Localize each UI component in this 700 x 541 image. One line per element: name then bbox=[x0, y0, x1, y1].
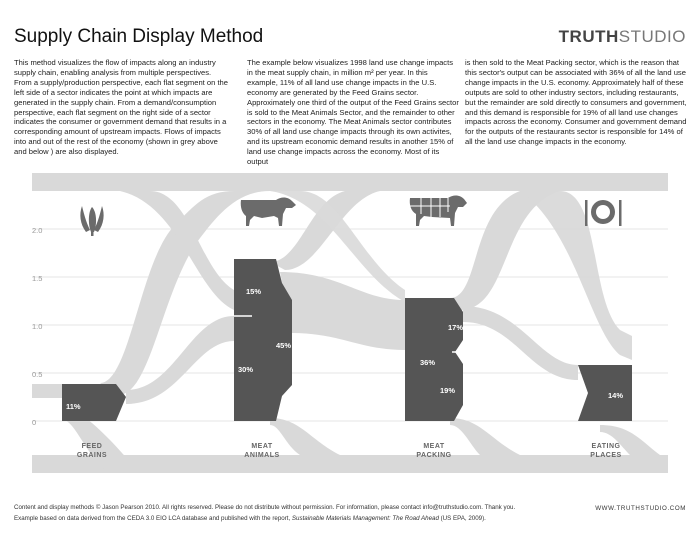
flow-meat-animals-to-bottom bbox=[270, 418, 340, 455]
y-tick-label: 1.0 bbox=[32, 322, 43, 331]
flow-economy-into-feed bbox=[32, 384, 62, 398]
sector-label: ANIMALS bbox=[244, 452, 280, 459]
source-note bbox=[14, 515, 486, 522]
y-tick-label: 2.0 bbox=[32, 226, 43, 235]
flows bbox=[32, 173, 668, 473]
sector-label: PLACES bbox=[590, 452, 622, 459]
sector-label: PACKING bbox=[416, 452, 452, 459]
flow-eating-places-to-bottom bbox=[600, 425, 660, 455]
flow-packing-to-eating-places bbox=[463, 306, 578, 380]
percent-label: 19% bbox=[440, 386, 456, 395]
y-tick-label: 0.5 bbox=[32, 370, 43, 379]
percent-label: 11% bbox=[66, 402, 81, 411]
website-link[interactable]: WWW.TRUTHSTUDIO.COM bbox=[595, 505, 686, 512]
source-prefix: Example based on data derived from the CEDA 3.0 EIO LCA database and published with the report, bbox=[14, 515, 292, 522]
sector-label: EATING bbox=[591, 443, 621, 450]
sector-label: GRAINS bbox=[76, 452, 108, 459]
plate-utensils-icon bbox=[585, 200, 622, 226]
sankey-diagram bbox=[0, 168, 700, 486]
source-suffix: (US EPA, 2009). bbox=[438, 515, 486, 522]
percent-label: 17% bbox=[448, 323, 464, 332]
percent-label: 36% bbox=[420, 358, 436, 367]
intro-paragraph-3: is then sold to the Meat Packing sector, which is the reason that this sector's output can be associated with 36% of all the land use change impacts in the U.S. economy. Approximately half of these outputs are sold to other industry sectors, including restaurants, but the remainder are sold directly to consumers and government, and this demand is responsible for 19% of all land use changes impacts across the economy. Consumer and government demand for the outputs of the restaurants sector is responsible for 14% of all the land use change impacts in the economy. bbox=[465, 58, 687, 147]
economy-band-top bbox=[32, 173, 668, 191]
flow-economy-into-eating-places bbox=[520, 191, 632, 360]
percent-label: 30% bbox=[238, 365, 254, 374]
intro-paragraph-1: This method visualizes the flow of impacts along an industry supply chain, enabling analysis from multiple perspectives. From a supply/production perspective, each flat segment on the left side of a sector indicates the point at which impacts are generated in the supply chain. From a demand/consumption perspective, each flat segment on the right side of a sector indicates the consumer or government demand that results in a corresponding amount of upstream impacts. Flows of impacts into and out of the rest of the economy (shown in grey above and below ) are also displayed. bbox=[14, 58, 229, 157]
percent-label: 14% bbox=[608, 391, 624, 400]
flow-packing-to-bottom bbox=[450, 418, 520, 455]
meat-cuts-icon bbox=[410, 195, 467, 226]
cow-icon bbox=[241, 197, 296, 226]
brand-logo bbox=[559, 27, 686, 47]
percent-label: 45% bbox=[276, 341, 292, 350]
sector-label: MEAT bbox=[423, 443, 445, 450]
source-title: Sustainable Materials Management: The Road Ahead bbox=[291, 515, 439, 522]
sector-label: FEED bbox=[81, 443, 103, 450]
brand-bold: TRUTH bbox=[558, 27, 619, 46]
sector-eating-places bbox=[578, 365, 632, 421]
intro-paragraph-2: The example below visualizes 1998 land use change impacts in the meat supply chain, in million m² per year. In this example, 11% of all land use change impacts in the U.S. economy are generated by the Feed Grains sector. Approximately one third of the output of the Feed Grains sector is sold to the Meat Animals Sector, and the remainder to other sectors in the economy. The Meat Animals sector contributes 30% of all land use change impacts through its own activites, and its upstream economic demand results in another 15% of land use change impacts across the economy. Most of its output bbox=[247, 58, 459, 167]
sector-label: MEAT bbox=[251, 443, 273, 450]
y-tick-label: 0 bbox=[32, 418, 37, 427]
copyright-notice: Content and display methods © Jason Pearson 2010. All rights reserved. Please do not distribute without permission. For information, please contact info@truthstudio.com. Thank you. bbox=[14, 504, 516, 511]
page-title: Supply Chain Display Method bbox=[14, 26, 264, 47]
brand-light: STUDIO bbox=[618, 27, 686, 46]
percent-label: 15% bbox=[246, 287, 262, 296]
y-tick-label: 1.5 bbox=[32, 274, 43, 283]
